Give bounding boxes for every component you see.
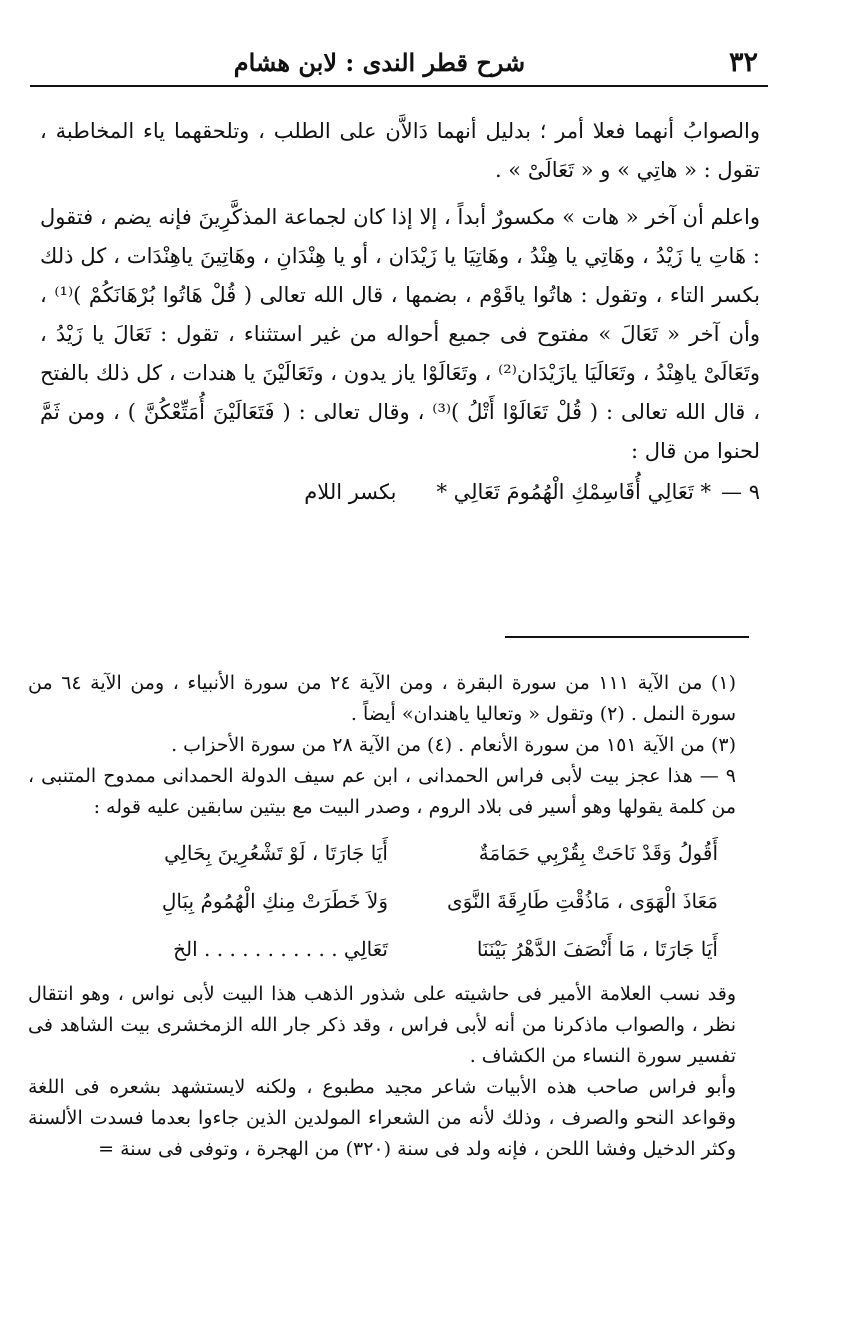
poem-hemistich-first: أَقُولُ وَقَدْ نَاحَتْ بِقُرْبِي حَمَامَةٌ [478,841,718,865]
poem-hemistich-first: أَيَا جَارَتَا ، مَا أَنْصَفَ الدَّهْرُ بَيْنَنَا [476,937,718,961]
footnotes [28,668,736,1165]
poem-hemistich-second: أَيَا جَارَتَا ، لَوْ تَشْعُرِينَ بِحَالِي [164,841,388,865]
poem-hemistich-second: تَعَالِي . . . . . . . . . . . الخ [173,937,388,961]
poem-hemistich-second: وَلاَ خَطَرَتْ مِنكِ الْهُمُومُ بِبَالِ [161,889,388,913]
verse-note: بكسر اللام [304,480,397,504]
poem-line [28,877,736,925]
quoted-verse [40,473,760,512]
paragraph-1: والصوابُ أنهما فعلا أمر ؛ بدليل أنهما دَالاَّن على الطلب ، وتلحقهما ياء المخاطبة ، تقول : « هاتِي » و « تَعَالَىْ » . [40,119,760,182]
poem-line [28,829,736,877]
paragraph-2: واعلم أن آخر « هات » مكسورٌ أبداً ، إلا إذا كان لجماعة المذكَّرِينَ فإنه يضم ، فتقول : هَاتِ يا زَيْدُ ، وهَاتِي يا هِنْدُ ، وهَاتِيَا يا زَيْدَان ، أو يا هِنْدَانِ ، وهَاتِينَ ياهِنْدَات ، كل ذلك بكسر التاء ، وتقول : هاتُوا ياقَوْم ، بضمها ، قال الله تعالى ( قُلْ هَاتُوا بُرْهَانَكُمْ )⁽¹⁾ ، وأن آخر « تَعَالَ » مفتوح فى جميع أحواله من غير استثناء ، تقول : تَعَالَ يا زَيْدُ ، وتَعَالَىْ ياهِنْدُ ، وتَعَالَيَا يازَيْدَان⁽²⁾ ، وتَعَالَوْا ياز يدون ، وتَعَالَيْنَ يا هندات ، كل ذلك بالفتح ، قال الله تعالى : ( قُلْ تَعَالَوْا أَتْلُ )⁽³⁾ ، وقال تعالى : ( فَتَعَالَيْنَ أُمَتِّعْكُنَّ ) ، ومن ثَمَّ لحنوا من قال : [40,205,761,463]
page-header [30,42,770,82]
footnote-1: (١) من الآية ١١١ من سورة البقرة ، ومن الآية ٢٤ من سورة الأنبياء ، ومن الآية ٦٤ من سورة النمل . (٢) وتقول « وتعاليا ياهندان» أيضاً . [28,672,736,725]
footnote-poet-note: وأبو فراس صاحب هذه الأبيات شاعر مجيد مطبوع ، ولكنه لايستشهد بشعره فى اللغة وقواعد النحو والصرف ، وذلك لأنه من الشعراء المولدين الذين جاءوا بعدما فسدت الألسنة وكثر الدخيل وفشا اللحن ، فإنه ولد فى سنة (٣٢٠) من الهجرة ، وتوفى فى سنة = [28,1076,736,1160]
verse-text: * تَعَالِي أُقَاسِمْكِ الْهُمُومَ تَعَالِي * [436,480,712,504]
footnote-attribution: وقد نسب العلامة الأمير فى حاشيته على شذور الذهب هذا البيت لأبى نواس ، وهو انتقال نظر ، والصواب ماذكرنا من أنه لأبى فراس ، وقد ذكر جار الله الزمخشرى بيت الشاهد فى تفسير سورة النساء من الكشاف . [28,983,736,1067]
page-number: ٣٢ [728,46,758,78]
running-title: شرح قطر الندى : لابن هشام [233,47,526,77]
poem [28,829,736,973]
footnote-verse-intro: ٩ — هذا عجز بيت لأبى فراس الحمدانى ، ابن عم سيف الدولة الحمدانى ممدوح المتنبى ، من كلمة يقولها وهو أسير فى بلاد الروم ، وصدر البيت مع بيتين سابقين عليه قوله : [28,765,736,818]
verse-number: ٩ — [721,480,760,504]
header-rule [30,85,768,87]
footnote-2: (٣) من الآية ١٥١ من سورة الأنعام . (٤) من الآية ٢٨ من سورة الأحزاب . [171,734,736,756]
poem-hemistich-first: مَعَاذَ الْهَوَى ، مَاذُقْتِ طَارِقَةَ النَّوَى [447,889,718,913]
poem-line [28,925,736,973]
main-text [40,112,760,512]
footnote-rule [505,636,749,638]
